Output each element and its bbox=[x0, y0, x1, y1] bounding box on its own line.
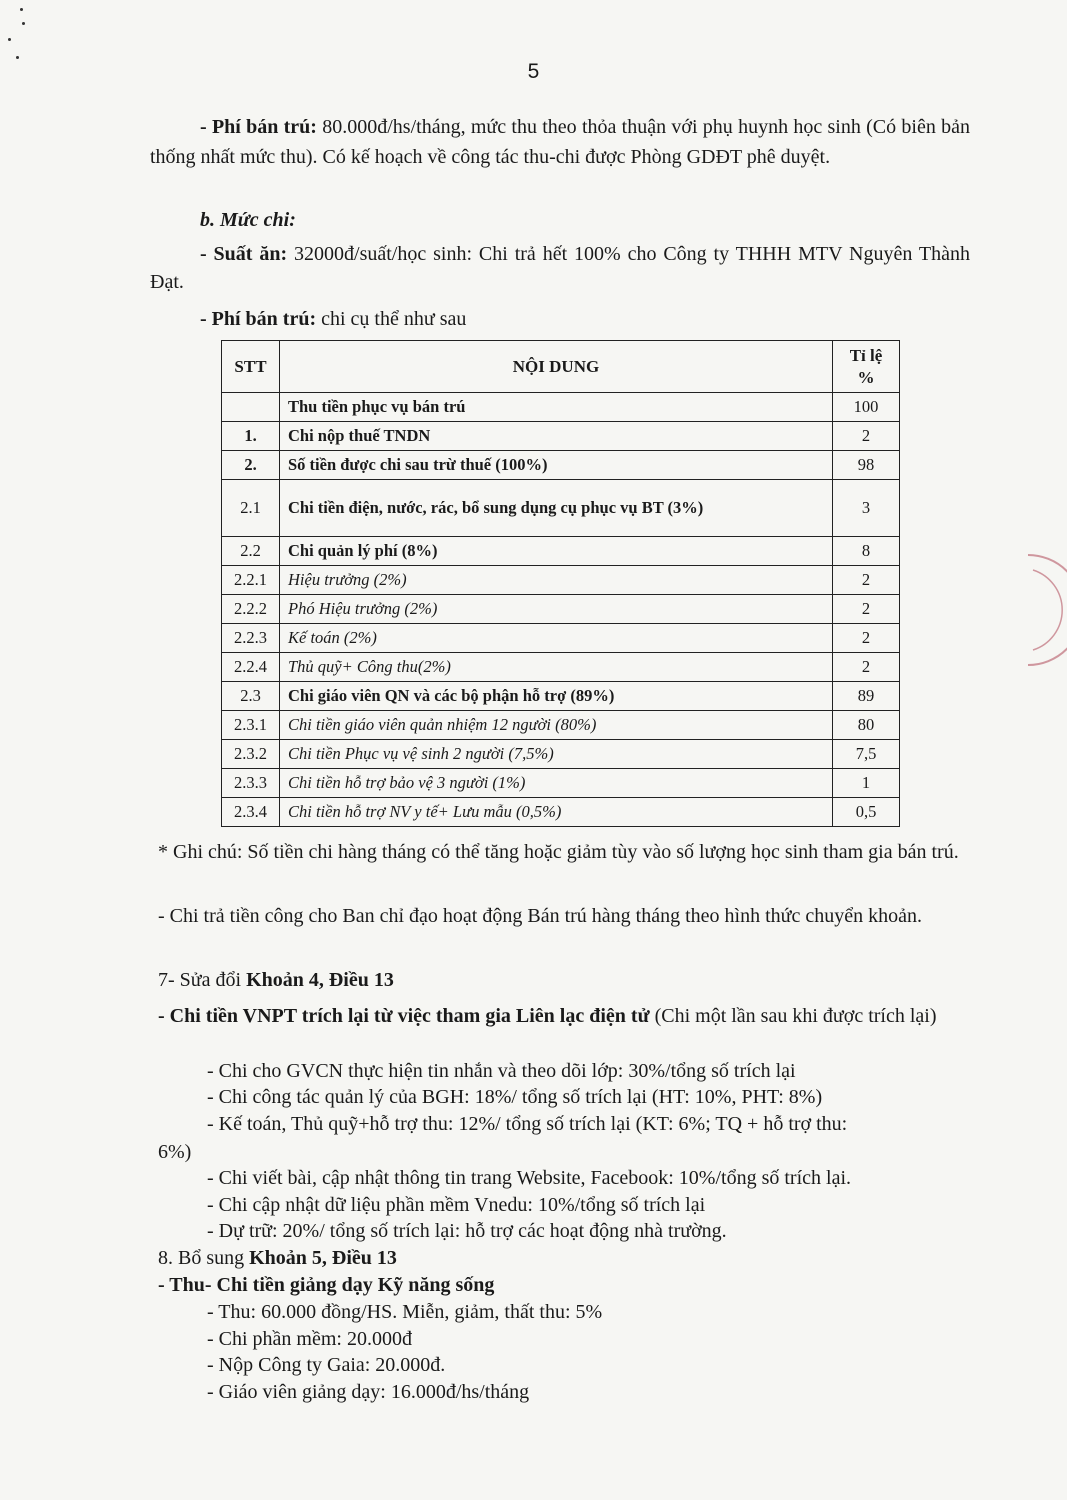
table-row bbox=[222, 393, 900, 422]
row-content: Chi tiền hỗ trợ NV y tế+ Lưu mẫu (0,5%) bbox=[280, 798, 833, 827]
row-stt: 2.3.1 bbox=[222, 711, 280, 740]
heading-b: b. Mức chi: bbox=[200, 209, 296, 231]
row-content: Chi tiền hỗ trợ bảo vệ 3 người (1%) bbox=[280, 769, 833, 798]
section7-lead-plain: (Chi một lần sau khi được trích lại) bbox=[649, 1005, 937, 1027]
row-content: Chi nộp thuế TNDN bbox=[280, 422, 833, 451]
section8-item: - Giáo viên giảng dạy: 16.000đ/hs/tháng bbox=[207, 1381, 530, 1403]
table-row bbox=[222, 537, 900, 566]
row-stt: 2.2 bbox=[222, 537, 280, 566]
row-pct: 7,5 bbox=[833, 740, 900, 769]
section8-title-plain: 8. Bổ sung bbox=[158, 1247, 250, 1269]
para-boarding-fee bbox=[150, 112, 970, 172]
row-pct: 100 bbox=[833, 393, 900, 422]
header-pct: Tỉ lệ % bbox=[833, 341, 900, 393]
row-stt: 2.2.1 bbox=[222, 566, 280, 595]
table-row bbox=[222, 451, 900, 480]
section7-item: - Chi cập nhật dữ liệu phần mềm Vnedu: 10%/tổng số trích lại bbox=[207, 1194, 706, 1216]
section7-item: - Chi công tác quản lý của BGH: 18%/ tổng số trích lại (HT: 10%, PHT: 8%) bbox=[207, 1086, 823, 1108]
section7-lead-bold: - Chi tiền VNPT trích lại từ việc tham gia Liên lạc điện tử bbox=[158, 1005, 650, 1027]
row-stt: 2.3.2 bbox=[222, 740, 280, 769]
table-row bbox=[222, 566, 900, 595]
para-fee-intro bbox=[200, 305, 466, 333]
row-pct: 0,5 bbox=[833, 798, 900, 827]
row-stt: 2. bbox=[222, 451, 280, 480]
fee-label: - Phí bán trú: bbox=[200, 308, 317, 330]
row-stt: 2.3.4 bbox=[222, 798, 280, 827]
boarding-fee-text: 80.000đ/hs/tháng, mức thu theo thỏa thuận với phụ huynh học sinh (Có biên bản thống nhất mức thu). Có kế hoạch về công tác thu-chi được Phòng GDĐT phê duyệt. bbox=[150, 116, 971, 168]
row-stt: 2.2.4 bbox=[222, 653, 280, 682]
row-stt: 2.2.2 bbox=[222, 595, 280, 624]
section8-item: - Thu: 60.000 đồng/HS. Miễn, giảm, thất thu: 5% bbox=[207, 1301, 603, 1323]
row-content: Kế toán (2%) bbox=[280, 624, 833, 653]
table-row bbox=[222, 480, 900, 537]
table-row bbox=[222, 740, 900, 769]
section7-item: 6%) bbox=[158, 1141, 192, 1163]
note-fluctuation: * Ghi chú: Số tiền chi hàng tháng có thể tăng hoặc giảm tùy vào số lượng học sinh tham gia bán trú. bbox=[158, 841, 959, 863]
fee-allocation-table bbox=[221, 340, 900, 827]
row-content: Phó Hiệu trưởng (2%) bbox=[280, 595, 833, 624]
table-row bbox=[222, 595, 900, 624]
row-pct: 2 bbox=[833, 422, 900, 451]
row-pct: 89 bbox=[833, 682, 900, 711]
meal-text: 32000đ/suất/học sinh: Chi trả hết 100% cho Công ty THHH MTV Nguyên Thành Đạt. bbox=[150, 243, 970, 293]
stamp-fragment bbox=[988, 545, 1067, 675]
section7-title-plain: 7- Sửa đổi bbox=[158, 969, 247, 991]
row-stt: 2.3 bbox=[222, 682, 280, 711]
section8-item: - Nộp Công ty Gaia: 20.000đ. bbox=[207, 1354, 446, 1376]
row-content: Thu tiền phục vụ bán trú bbox=[280, 393, 833, 422]
row-pct: 98 bbox=[833, 451, 900, 480]
section8-title bbox=[158, 1244, 397, 1272]
row-content: Chi tiền giáo viên quản nhiệm 12 người (80%) bbox=[280, 711, 833, 740]
boarding-fee-label: - Phí bán trú: bbox=[200, 116, 317, 138]
section8-item: - Chi phần mềm: 20.000đ bbox=[207, 1328, 412, 1350]
row-stt bbox=[222, 393, 280, 422]
page-number: 5 bbox=[527, 60, 540, 83]
row-stt: 2.2.3 bbox=[222, 624, 280, 653]
row-content: Hiệu trưởng (2%) bbox=[280, 566, 833, 595]
table-row bbox=[222, 798, 900, 827]
row-pct: 8 bbox=[833, 537, 900, 566]
row-content: Chi tiền điện, nước, rác, bổ sung dụng cụ phục vụ BT (3%) bbox=[280, 480, 833, 537]
row-pct: 3 bbox=[833, 480, 900, 537]
header-stt: STT bbox=[222, 341, 280, 393]
section7-item: - Kế toán, Thủ quỹ+hỗ trợ thu: 12%/ tổng số trích lại (KT: 6%; TQ + hỗ trợ thu: bbox=[207, 1113, 848, 1135]
meal-label: - Suất ăn: bbox=[200, 243, 288, 265]
table-row bbox=[222, 624, 900, 653]
section7-item: - Chi viết bài, cập nhật thông tin trang Website, Facebook: 10%/tổng số trích lại. bbox=[207, 1167, 852, 1189]
fee-text: chi cụ thể như sau bbox=[316, 308, 467, 330]
row-stt: 2.1 bbox=[222, 480, 280, 537]
row-pct: 2 bbox=[833, 653, 900, 682]
section8-title-bold: Khoản 5, Điều 13 bbox=[249, 1247, 397, 1269]
row-stt: 2.3.3 bbox=[222, 769, 280, 798]
row-content: Thủ quỹ+ Công thu(2%) bbox=[280, 653, 833, 682]
table-row bbox=[222, 682, 900, 711]
section7-lead bbox=[158, 1003, 968, 1030]
section7-item: - Chi cho GVCN thực hiện tin nhắn và theo dõi lớp: 30%/tổng số trích lại bbox=[207, 1060, 796, 1082]
table-row bbox=[222, 422, 900, 451]
row-content: Chi quản lý phí (8%) bbox=[280, 537, 833, 566]
para-meal bbox=[150, 240, 970, 296]
row-content: Chi tiền Phục vụ vệ sinh 2 người (7,5%) bbox=[280, 740, 833, 769]
row-pct: 2 bbox=[833, 595, 900, 624]
table-row bbox=[222, 769, 900, 798]
row-pct: 2 bbox=[833, 624, 900, 653]
table-row bbox=[222, 653, 900, 682]
note-transfer: - Chi trả tiền công cho Ban chỉ đạo hoạt động Bán trú hàng tháng theo hình thức chuyển khoản. bbox=[158, 905, 922, 927]
section7-title bbox=[158, 966, 394, 994]
section7-item: - Dự trữ: 20%/ tổng số trích lại: hỗ trợ các hoạt động nhà trường. bbox=[207, 1220, 727, 1242]
row-pct: 80 bbox=[833, 711, 900, 740]
table-row bbox=[222, 711, 900, 740]
row-content: Số tiền được chi sau trừ thuế (100%) bbox=[280, 451, 833, 480]
header-content: NỘI DUNG bbox=[280, 341, 833, 393]
row-pct: 2 bbox=[833, 566, 900, 595]
section7-title-bold: Khoản 4, Điều 13 bbox=[246, 969, 394, 991]
table-header-row bbox=[222, 341, 900, 393]
row-pct: 1 bbox=[833, 769, 900, 798]
row-stt: 1. bbox=[222, 422, 280, 451]
section8-lead: - Thu- Chi tiền giảng dạy Kỹ năng sống bbox=[158, 1274, 495, 1296]
row-content: Chi giáo viên QN và các bộ phận hỗ trợ (89%) bbox=[280, 682, 833, 711]
